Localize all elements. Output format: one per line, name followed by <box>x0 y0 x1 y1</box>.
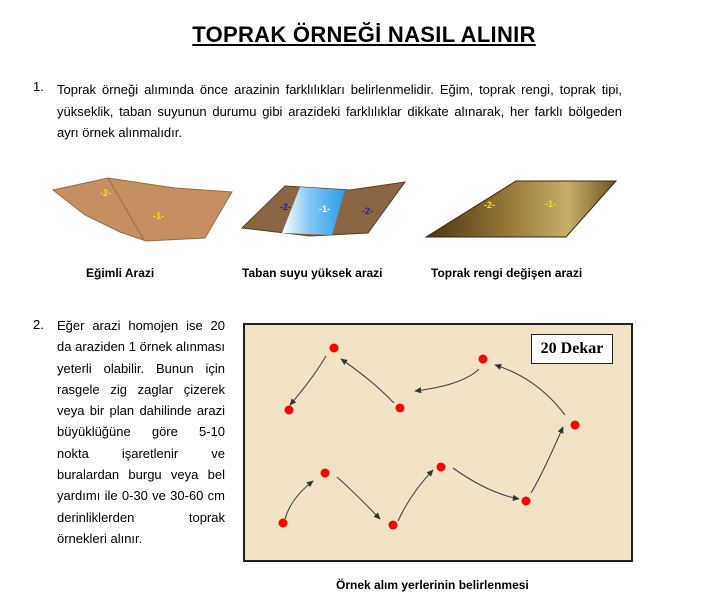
zone-1-label: -1- <box>153 211 164 221</box>
zone-1-label: -1- <box>319 204 330 214</box>
zone-1-label: -1- <box>545 199 556 209</box>
high-groundwater-figure <box>240 178 410 240</box>
step-2-number: 2. <box>33 317 44 332</box>
caption-sloped-land: Eğimli Arazi <box>86 266 155 280</box>
area-label: 20 Dekar <box>531 334 613 364</box>
zone-2-label: -2- <box>484 200 495 210</box>
zone-2-label: -2- <box>100 188 111 198</box>
zone-2-left-label: -2- <box>280 202 291 212</box>
caption-soil-color: Toprak rengi değişen arazi <box>431 266 583 280</box>
step-1-number: 1. <box>33 79 44 94</box>
page-title: TOPRAK ÖRNEĞİ NASIL ALINIR <box>192 22 536 47</box>
soil-color-figure <box>424 177 620 241</box>
caption-sampling-map: Örnek alım yerlerinin belirlenmesi <box>336 578 529 592</box>
zone-2-right-label: -2- <box>362 206 373 216</box>
step-1-text: Toprak örneği alımında önce arazinin farklılıkları belirlenmelidir. Eğim, toprak rengi, toprak tipi, yükseklik, taban suyunun durumu gibi arazideki farklılıklar dikkate alınarak, her farklı bölgeden ayrı örnek alınmalıdır. <box>57 82 622 140</box>
caption-high-groundwater: Taban suyu yüksek arazi <box>242 266 383 280</box>
step-2-text: Eğer arazi homojen ise 20 da araziden 1 örnek alınması yeterli olabilir. Bunun için rasgele zig zaglar çizerek veya bir plan dahilinde arazi büyüklüğüne göre 5-10 nokta işaretlenir ve buralardan burgu veya bel yardımı ile 0-30 ve 30-60 cm derinliklerden toprak örnekleri alınır. <box>57 318 225 546</box>
sloped-land-figure <box>50 170 235 245</box>
sample-points <box>279 344 580 530</box>
